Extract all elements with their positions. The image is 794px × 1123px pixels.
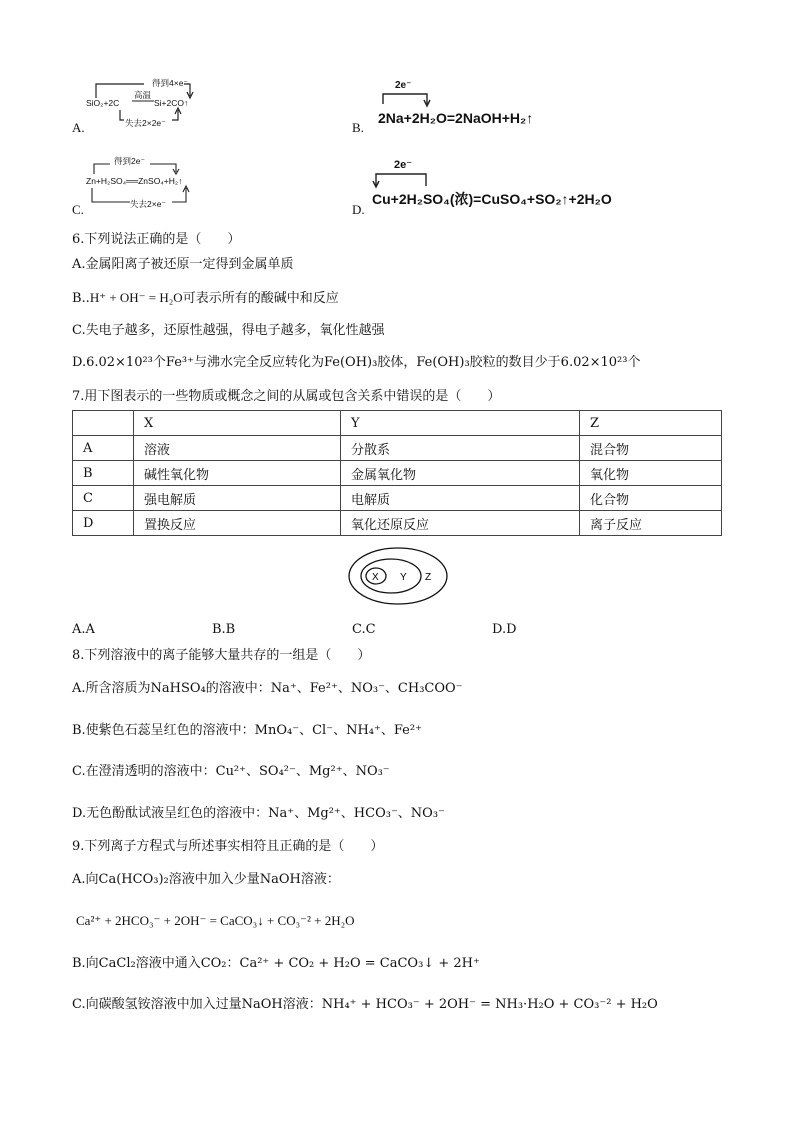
q6-stem: 6.下列说法正确的是（ ）	[72, 232, 241, 247]
table-header-cell: Z	[580, 411, 722, 436]
electron-count-label: 2e⁻	[394, 159, 413, 171]
table-cell: A	[73, 436, 134, 461]
equation: Cu+2H₂SO₄(浓)=CuSO₄+SO₂↑+2H₂O	[372, 191, 612, 207]
table-cell: 混合物	[580, 436, 722, 461]
option-letter: D.	[352, 202, 365, 217]
condition-label: 高温	[134, 90, 152, 100]
q6-option-a: A.金属阳离子被还原一定得到金属单质	[72, 257, 294, 272]
venn-label-z: Z	[425, 572, 432, 583]
equation-products: Si+2CO↑	[154, 98, 189, 108]
table-cell: C	[73, 486, 134, 511]
table-cell: B	[73, 461, 134, 486]
table-row	[73, 461, 722, 486]
q6-option-b-prefix: B..	[72, 291, 90, 306]
q7-choice-c: C.C	[352, 622, 376, 637]
equation: Zn+H₂SO₄══ZnSO₄+H₂↑	[86, 176, 183, 186]
venn-diagram	[345, 545, 455, 609]
q9-option-b: B.向CaCl₂溶液中通入CO₂：Ca²⁺ + CO₂ + H₂O = CaCO₃↓ + 2H⁺	[72, 956, 480, 971]
option-letter: B.	[352, 120, 364, 135]
table-cell: 电解质	[341, 486, 580, 511]
q7-stem: 7.用下图表示的一些物质或概念之间的从属或包含关系中错误的是（ ）	[72, 389, 501, 404]
table-cell: D	[73, 511, 134, 536]
table-header-cell	[73, 411, 134, 436]
q7-choice-b: B.B	[212, 622, 236, 637]
table-header-row	[73, 411, 722, 436]
q6-option-b	[72, 289, 339, 308]
q6-option-d: D.6.02×10²³个Fe³⁺与沸水完全反应转化为Fe(OH)₃胶体，Fe(OH)₃胶粒的数目少于6.02×10²³个	[72, 355, 641, 370]
q8-option-c: C.在澄清透明的溶液中：Cu²⁺、SO₄²⁻、Mg²⁺、NO₃⁻	[72, 764, 390, 779]
electron-count-label: 2e⁻	[395, 80, 412, 91]
q8-option-a: A.所含溶质为NaHSO₄的溶液中：Na⁺、Fe²⁺、NO₃⁻、CH₃COO⁻	[72, 681, 463, 696]
venn-ellipse-z	[349, 548, 447, 604]
q6-option-b-equation: H⁺ + OH⁻ = H₂O	[89, 290, 183, 305]
table-cell: 溶液	[134, 436, 341, 461]
table-cell: 氧化物	[580, 461, 722, 486]
table-header-cell: Y	[341, 411, 580, 436]
table-cell: 化合物	[580, 486, 722, 511]
table-cell: 离子反应	[580, 511, 722, 536]
q9-option-a-equation: Ca²⁺ + 2HCO₃⁻ + 2OH⁻ = CaCO₃↓ + CO₃⁻² + 2H₂O	[76, 913, 355, 928]
q9-stem: 9.下列离子方程式与所述事实相符且正确的是（ ）	[72, 839, 384, 854]
lose-electron-label: 失去2×e⁻	[130, 199, 166, 209]
q8-stem: 8.下列溶液中的离子能够大量共存的一组是（ ）	[72, 648, 371, 663]
q7-choice-a: A.A	[72, 622, 95, 637]
option-letter: A.	[72, 120, 85, 135]
q8-option-b: B.使紫色石蕊呈红色的溶液中：MnO₄⁻、Cl⁻、NH₄⁺、Fe²⁺	[72, 723, 422, 738]
gain-electron-label: 得到4×e⁻	[152, 78, 188, 88]
equation: 2Na+2H₂O=2NaOH+H₂↑	[378, 110, 534, 126]
q6-option-c: C.失电子越多，还原性越强，得电子越多，氧化性越强	[72, 323, 385, 338]
option-letter: C.	[72, 202, 84, 217]
electron-transfer-arrow-b	[370, 88, 450, 108]
electron-transfer-arrow-d	[368, 168, 448, 190]
table-row	[73, 436, 722, 461]
venn-label-y: Y	[400, 572, 407, 583]
venn-label-x: X	[372, 572, 379, 583]
table-cell: 金属氧化物	[341, 461, 580, 486]
q7-relation-table	[72, 410, 722, 536]
table-cell: 强电解质	[134, 486, 341, 511]
q9-option-c: C.向碳酸氢铵溶液中加入过量NaOH溶液：NH₄⁺ + HCO₃⁻ + 2OH⁻ = NH₃·H₂O + CO₃⁻² + H₂O	[72, 997, 658, 1012]
gain-electron-label: 得到2e⁻	[114, 156, 145, 166]
table-cell: 碱性氧化物	[134, 461, 341, 486]
venn-ellipse-y	[361, 559, 421, 593]
q6-option-b-text: 可表示所有的酸碱中和反应	[182, 291, 339, 306]
table-cell: 氧化还原反应	[341, 511, 580, 536]
q9-option-a: A.向Ca(HCO₃)₂溶液中加入少量NaOH溶液：	[72, 872, 340, 887]
table-row	[73, 486, 722, 511]
lose-electron-label: 失去2×2e⁻	[125, 118, 166, 128]
table-cell: 分散系	[341, 436, 580, 461]
table-row	[73, 511, 722, 536]
equation-reactants: SiO₂+2C	[86, 98, 120, 108]
table-cell: 置换反应	[134, 511, 341, 536]
q7-choice-d: D.D	[492, 622, 517, 637]
q8-option-d: D.无色酚酞试液呈红色的溶液中：Na⁺、Mg²⁺、HCO₃⁻、NO₃⁻	[72, 806, 445, 821]
table-header-cell: X	[134, 411, 341, 436]
